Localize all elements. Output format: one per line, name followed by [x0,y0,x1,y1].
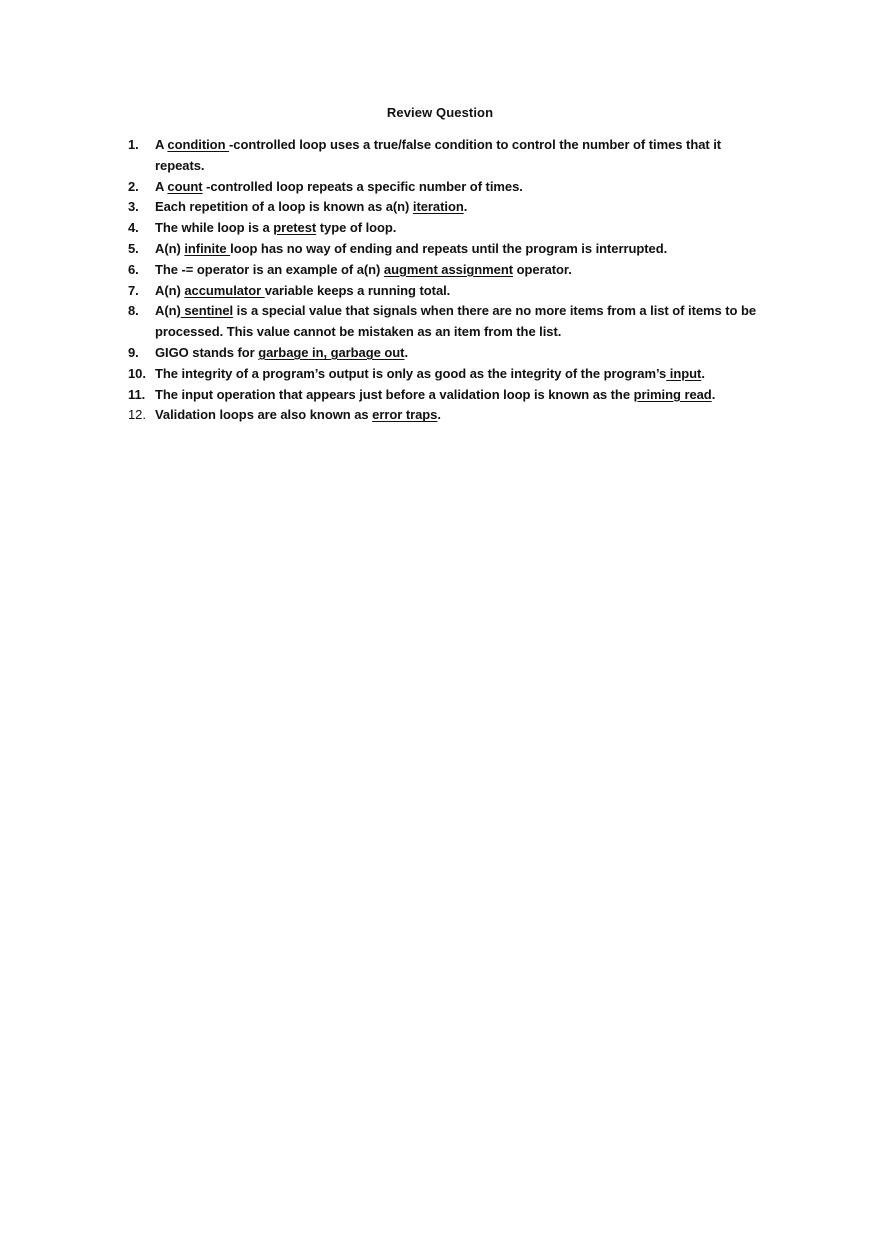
question-text: A [155,137,168,152]
question-text: variable keeps a running total. [264,282,451,298]
answer-text: input [666,365,702,381]
question-text: The input operation that appears just before a validation loop is known as the [155,386,634,402]
question-number: 7. [128,282,139,298]
question-text: type of loop. [316,220,397,236]
question-text: A(n) [155,240,185,256]
answer-text: priming read [633,386,712,402]
question-text: . [404,344,408,360]
answer-text: iteration [412,199,464,215]
answer-text: garbage in, garbage out [258,344,405,360]
question-item [128,405,773,426]
question-text: GIGO stands for [155,344,259,360]
question-item [128,260,773,281]
question-number: 12. [128,407,146,423]
question-number: 10. [128,365,146,381]
question-number: 6. [128,261,139,277]
question-text: -controlled loop repeats a specific number of times. [202,178,523,194]
question-text: . [463,199,468,215]
question-text: -controlled loop uses a true/false condition to control the number of times that it repeats. [155,137,722,173]
question-text: Validation loops are also known as [155,407,373,423]
question-item [128,218,773,239]
question-number: 3. [128,199,139,215]
answer-text: count [167,178,203,194]
question-text: loop has no way of ending and repeats until the program is interrupted. [230,240,668,256]
question-text: A(n) [155,303,181,319]
question-item [128,281,773,302]
question-text: . [437,407,441,423]
question-text: Each repetition of a loop is known as a(n) [155,199,413,215]
question-number: 4. [128,220,139,236]
question-number: 2. [128,178,139,194]
question-item [128,301,773,343]
question-item [128,197,773,218]
question-text: operator. [513,261,572,277]
question-text: is a special value that signals when there are no more items from a list of items to be processed. This value cannot be mistaken as an item from the list. [155,303,757,340]
answer-text: pretest [273,220,317,236]
answer-text: augment assignment [383,261,514,277]
question-number: 8. [128,303,139,319]
question-number: 9. [128,344,139,360]
answer-text: error traps [372,407,438,423]
question-item [128,343,773,364]
question-item [128,239,773,260]
question-text: . [711,386,716,402]
question-item [128,135,773,177]
question-list [128,135,773,426]
answer-text: accumulator [184,282,265,298]
question-number: 1. [128,137,139,152]
question-number: 5. [128,240,139,256]
question-text: A [155,178,168,194]
question-item [128,177,773,198]
question-item [128,364,773,385]
question-text: The while loop is a [155,220,274,236]
answer-text: sentinel [180,303,234,319]
question-text: The -= operator is an example of a(n) [155,261,384,277]
question-text: A(n) [155,282,185,298]
answer-text: infinite [184,240,231,256]
question-item [128,385,773,406]
answer-text: condition [167,137,230,152]
question-text: The integrity of a program’s output is only as good as the integrity of the program’s [155,365,667,381]
question-text: . [701,365,705,381]
question-number: 11. [128,386,146,402]
page-title: Review Question [386,105,494,120]
